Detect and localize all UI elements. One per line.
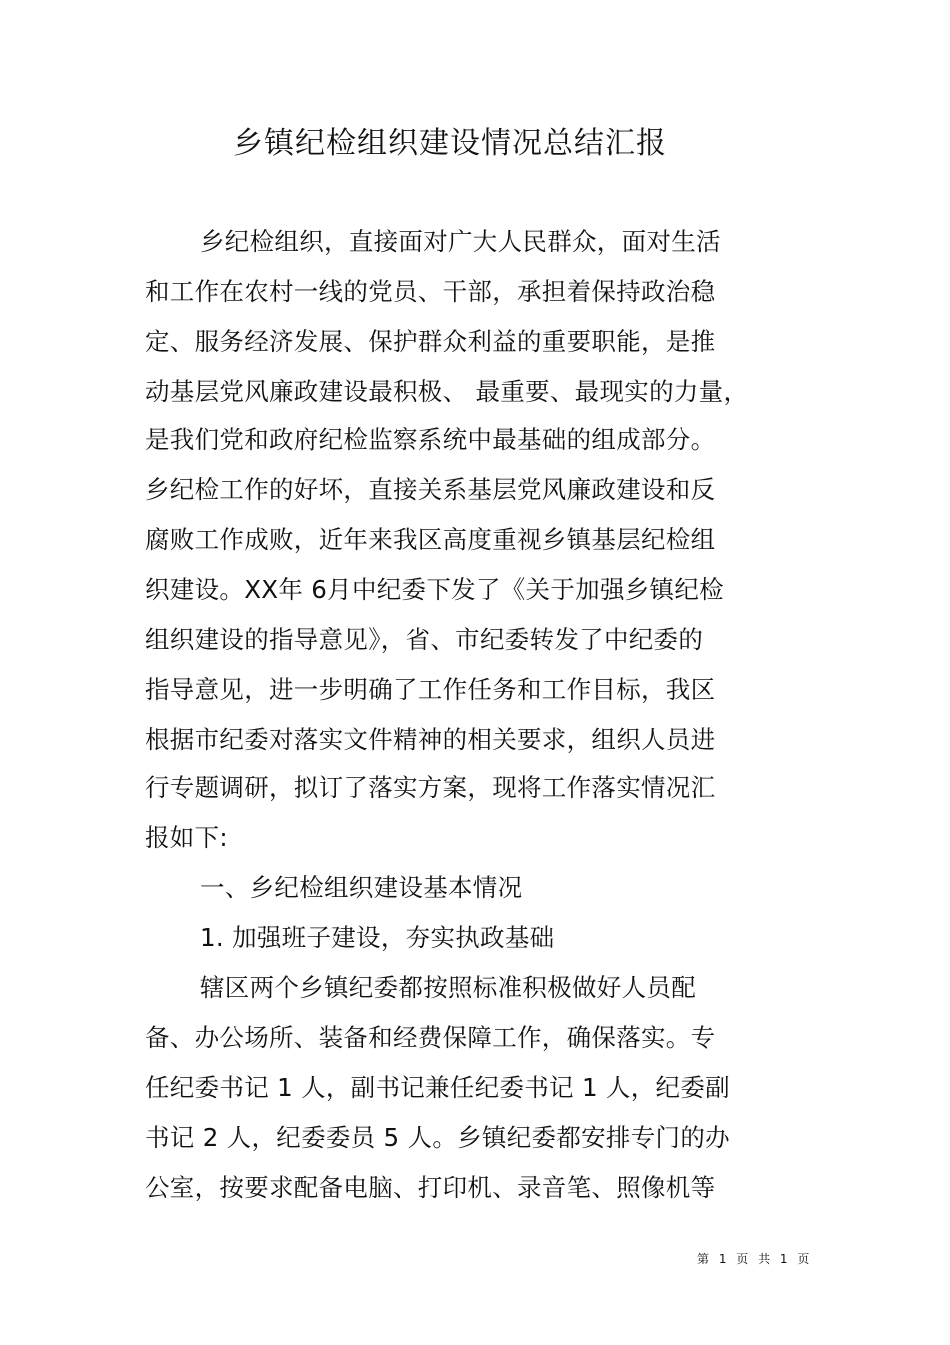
paragraph-line: 乡纪检组织，直接面对广大人民群众，面对生活: [200, 227, 721, 256]
paragraph-line: 动基层党风廉政建设最积极、 最重要、最现实的力量，: [145, 377, 749, 406]
paragraph-line: 是我们党和政府纪检监察系统中最基础的组成部分。: [145, 425, 716, 454]
paragraph-line: 指导意见，进一步明确了工作任务和工作目标，我区: [145, 675, 716, 704]
paragraph-line: 书记 2 人，纪委委员 5 人。乡镇纪委都安排专门的办: [145, 1123, 730, 1152]
paragraph-line: 行专题调研，拟订了落实方案，现将工作落实情况汇: [145, 773, 716, 802]
paragraph-line: 辖区两个乡镇纪委都按照标准积极做好人员配: [200, 973, 696, 1002]
document-title: 乡镇纪检组织建设情况总结汇报: [233, 126, 667, 161]
paragraph-line: 根据市纪委对落实文件精神的相关要求，组织人员进: [145, 725, 716, 754]
section-heading: 一、乡纪检组织建设基本情况: [200, 873, 523, 902]
paragraph-line: 和工作在农村一线的党员、干部，承担着保持政治稳: [145, 277, 716, 306]
page-number-footer: 第 1 页 共 1 页: [697, 1252, 813, 1266]
paragraph-line: 报如下:: [145, 823, 228, 852]
paragraph-line: 定、服务经济发展、保护群众利益的重要职能，是推: [145, 327, 716, 356]
subsection-heading: 1. 加强班子建设，夯实执政基础: [200, 923, 555, 952]
paragraph-line: 乡纪检工作的好坏，直接关系基层党风廉政建设和反: [145, 475, 716, 504]
paragraph-line: 任纪委书记 1 人，副书记兼任纪委书记 1 人，纪委副: [145, 1073, 730, 1102]
paragraph-line: 腐败工作成败，近年来我区高度重视乡镇基层纪检组: [145, 525, 716, 554]
paragraph-line: 织建设。XX年 6月中纪委下发了《关于加强乡镇纪检: [145, 575, 724, 604]
paragraph-line: 组织建设的指导意见》，省、市纪委转发了中纪委的: [145, 625, 704, 654]
paragraph-line: 备、办公场所、装备和经费保障工作，确保落实。专: [145, 1023, 716, 1052]
paragraph-line: 公室，按要求配备电脑、打印机、录音笔、照像机等: [145, 1173, 716, 1202]
